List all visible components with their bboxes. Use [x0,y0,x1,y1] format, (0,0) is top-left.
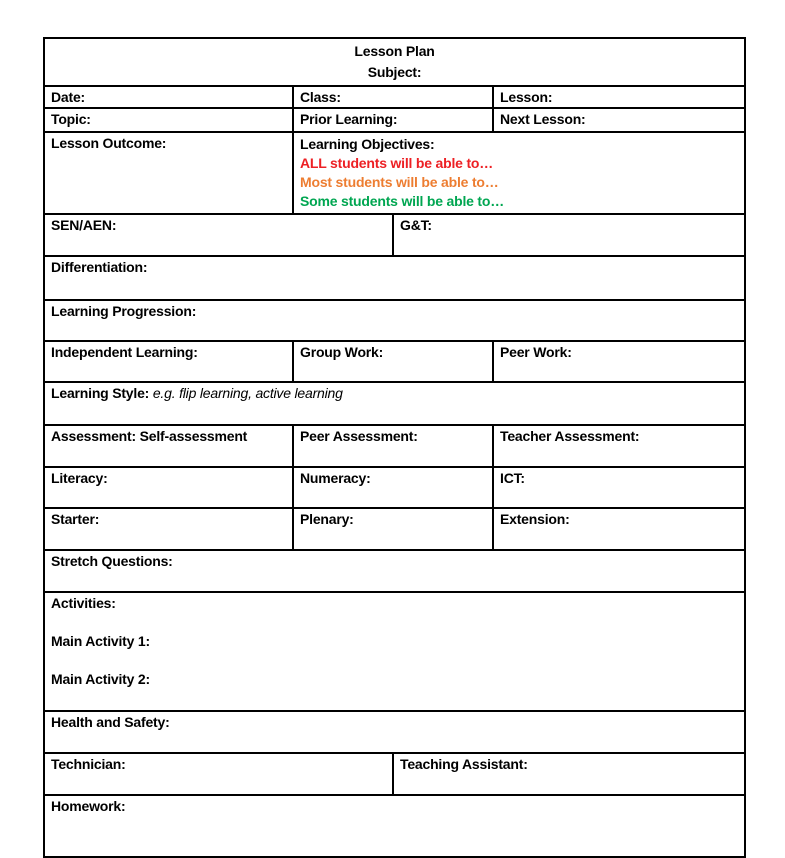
class-label: Class: [300,89,341,105]
prior-learning-cell[interactable] [293,108,493,132]
peer-work-cell[interactable] [493,341,745,382]
lesson-outcome-label: Lesson Outcome: [51,135,167,151]
doc-title: Lesson Plan [354,43,435,59]
learning-style-label: Learning Style: [51,385,150,401]
objective-some-students: Some students will be able to… [300,193,505,209]
activities-label: Activities: [51,595,116,611]
learning-objectives-cell[interactable] [293,132,745,214]
plenary-cell[interactable] [293,508,493,550]
subject-label: Subject: [367,64,422,80]
learning-progression-cell[interactable] [44,300,745,341]
date-cell[interactable] [44,86,293,108]
numeracy-label: Numeracy: [300,470,371,486]
activities-cell[interactable] [44,592,745,711]
title-cell[interactable] [44,38,745,86]
teacher-assessment-label: Teacher Assessment: [500,428,640,444]
objective-most-students: Most students will be able to… [300,174,499,190]
teaching-assistant-cell[interactable] [393,753,745,795]
peer-assessment-label: Peer Assessment: [300,428,418,444]
prior-learning-label: Prior Learning: [300,111,398,127]
main-activity-1-label: Main Activity 1: [51,633,150,649]
self-assessment-cell[interactable] [44,425,293,467]
gt-cell[interactable] [393,214,745,256]
technician-cell[interactable] [44,753,393,795]
learning-progression-label: Learning Progression: [51,303,197,319]
group-work-label: Group Work: [300,344,384,360]
literacy-cell[interactable] [44,467,293,508]
peer-assessment-cell[interactable] [293,425,493,467]
starter-cell[interactable] [44,508,293,550]
health-and-safety-label: Health and Safety: [51,714,170,730]
date-label: Date: [51,89,86,105]
ict-label: ICT: [500,470,525,486]
lesson-outcome-cell[interactable] [44,132,293,214]
extension-cell[interactable] [493,508,745,550]
extension-label: Extension: [500,511,570,527]
starter-label: Starter: [51,511,100,527]
independent-learning-label: Independent Learning: [51,344,198,360]
class-cell[interactable] [293,86,493,108]
homework-label: Homework: [51,798,126,814]
teacher-assessment-cell[interactable] [493,425,745,467]
plenary-label: Plenary: [300,511,354,527]
lesson-cell[interactable] [493,86,745,108]
next-lesson-label: Next Lesson: [500,111,586,127]
differentiation-cell[interactable] [44,256,745,300]
group-work-cell[interactable] [293,341,493,382]
literacy-label: Literacy: [51,470,108,486]
health-and-safety-cell[interactable] [44,711,745,753]
topic-cell[interactable] [44,108,293,132]
lesson-label: Lesson: [500,89,553,105]
lesson-plan-table [43,37,746,858]
learning-style-hint: e.g. flip learning, active learning [149,385,343,401]
objective-all-students: ALL students will be able to… [300,155,494,171]
teaching-assistant-label: Teaching Assistant: [400,756,528,772]
learning-objectives-heading: Learning Objectives: [300,136,435,152]
stretch-questions-label: Stretch Questions: [51,553,173,569]
sen-aen-cell[interactable] [44,214,393,256]
homework-cell[interactable] [44,795,745,857]
next-lesson-cell[interactable] [493,108,745,132]
peer-work-label: Peer Work: [500,344,572,360]
main-activity-2-label: Main Activity 2: [51,671,150,687]
gt-label: G&T: [400,217,432,233]
learning-style-cell[interactable] [44,382,745,425]
topic-label: Topic: [51,111,91,127]
technician-label: Technician: [51,756,126,772]
numeracy-cell[interactable] [293,467,493,508]
ict-cell[interactable] [493,467,745,508]
stretch-questions-cell[interactable] [44,550,745,592]
self-assessment-label: Assessment: Self-assessment [51,428,248,444]
sen-aen-label: SEN/AEN: [51,217,117,233]
differentiation-label: Differentiation: [51,259,148,275]
independent-learning-cell[interactable] [44,341,293,382]
